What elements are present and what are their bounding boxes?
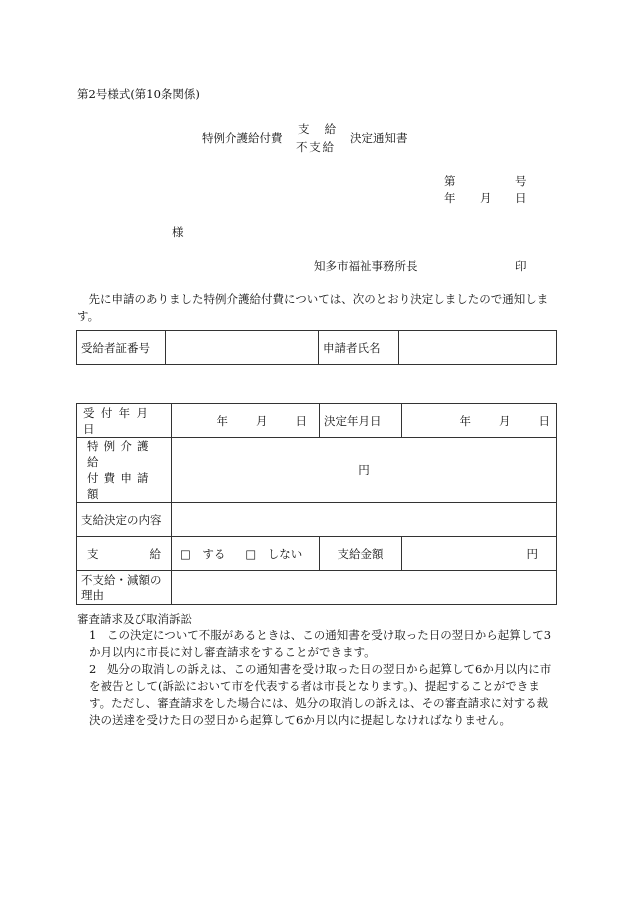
decision-table xyxy=(76,403,557,605)
reception-year: 年 xyxy=(216,413,228,428)
title-prefix: 特例介護給付費 xyxy=(202,131,283,145)
recipient-number-label: 受給者証番号 xyxy=(77,331,166,365)
date-day: 日 xyxy=(515,191,527,205)
decision-day: 日 xyxy=(538,413,550,428)
date-year: 年 xyxy=(444,191,456,205)
doc-number-go: 号 xyxy=(515,174,527,188)
addressee-suffix: 様 xyxy=(172,225,184,239)
appeal-item-2-text: 処分の取消しの訴えは、この通知書を受け取った日の翌日から起算して6か月以内に市を被告として(訴訟において市を代表する者は市長となります。)、提起することができます。ただし、審査請求をした場合には、処分の取消しの訴えは、その審査請求に対する裁決の送達を受けた日の翌日から起算して6か月以内に提起しなければなりません。 xyxy=(89,662,552,727)
nonpayment-reason-label: 不支給・減額の理由 xyxy=(77,571,172,605)
payment-amount-label: 支給金額 xyxy=(320,537,402,571)
date-month: 月 xyxy=(480,191,492,205)
applicant-name-field[interactable] xyxy=(399,331,557,365)
seal-mark: 印 xyxy=(515,259,527,273)
appeal-item-2 xyxy=(89,661,557,729)
appeal-heading: 審査請求及び取消訴訟 xyxy=(77,612,192,626)
title-option-pay: 支 給 xyxy=(298,122,342,136)
reception-date-field[interactable] xyxy=(172,404,320,438)
pay-no-checkbox[interactable]: □ しない xyxy=(245,546,303,561)
decision-year: 年 xyxy=(459,413,471,428)
reception-date-label: 受付年月日 xyxy=(77,404,172,438)
payment-label: 支 給 xyxy=(77,537,172,571)
form-number: 第2号様式(第10条関係) xyxy=(77,87,200,101)
recipient-number-field[interactable] xyxy=(166,331,319,365)
payment-options xyxy=(172,537,320,571)
applicant-table xyxy=(76,330,557,365)
issuer-name: 知多市福祉事務所長 xyxy=(314,259,418,273)
title-suffix: 決定通知書 xyxy=(350,131,408,145)
intro-text: 先に申請のありました特例介護給付費については、次のとおり決定しましたので通知します。 xyxy=(77,292,549,323)
appeal-item-1 xyxy=(89,627,557,661)
appeal-item-2-number: 2 xyxy=(89,662,97,676)
reception-month: 月 xyxy=(256,413,268,428)
decision-content-field[interactable] xyxy=(172,503,557,537)
appeal-item-1-text: この決定について不服があるときは、この通知書を受け取った日の翌日から起算して3か月以内に市長に対し審査請求をすることができます。 xyxy=(89,628,552,659)
applicant-name-label: 申請者氏名 xyxy=(319,331,399,365)
doc-number-dai: 第 xyxy=(444,174,456,188)
payment-amount-unit: 円 xyxy=(526,546,538,561)
pay-yes-checkbox[interactable]: □ する xyxy=(180,546,226,561)
payment-amount-field[interactable] xyxy=(402,537,557,571)
decision-date-label: 決定年月日 xyxy=(320,404,402,438)
reception-day: 日 xyxy=(295,413,307,428)
appeal-item-1-number: 1 xyxy=(89,628,97,642)
nonpayment-reason-field[interactable] xyxy=(172,571,557,605)
requested-amount-unit: 円 xyxy=(358,463,370,477)
title-option-nonpay: 不支給 xyxy=(296,140,336,154)
decision-month: 月 xyxy=(499,413,511,428)
decision-date-field[interactable] xyxy=(402,404,557,438)
decision-content-label: 支給決定の内容 xyxy=(77,503,172,537)
requested-amount-label: 特例介護給 付費申請額 xyxy=(77,438,172,503)
requested-amount-field[interactable] xyxy=(172,438,557,503)
